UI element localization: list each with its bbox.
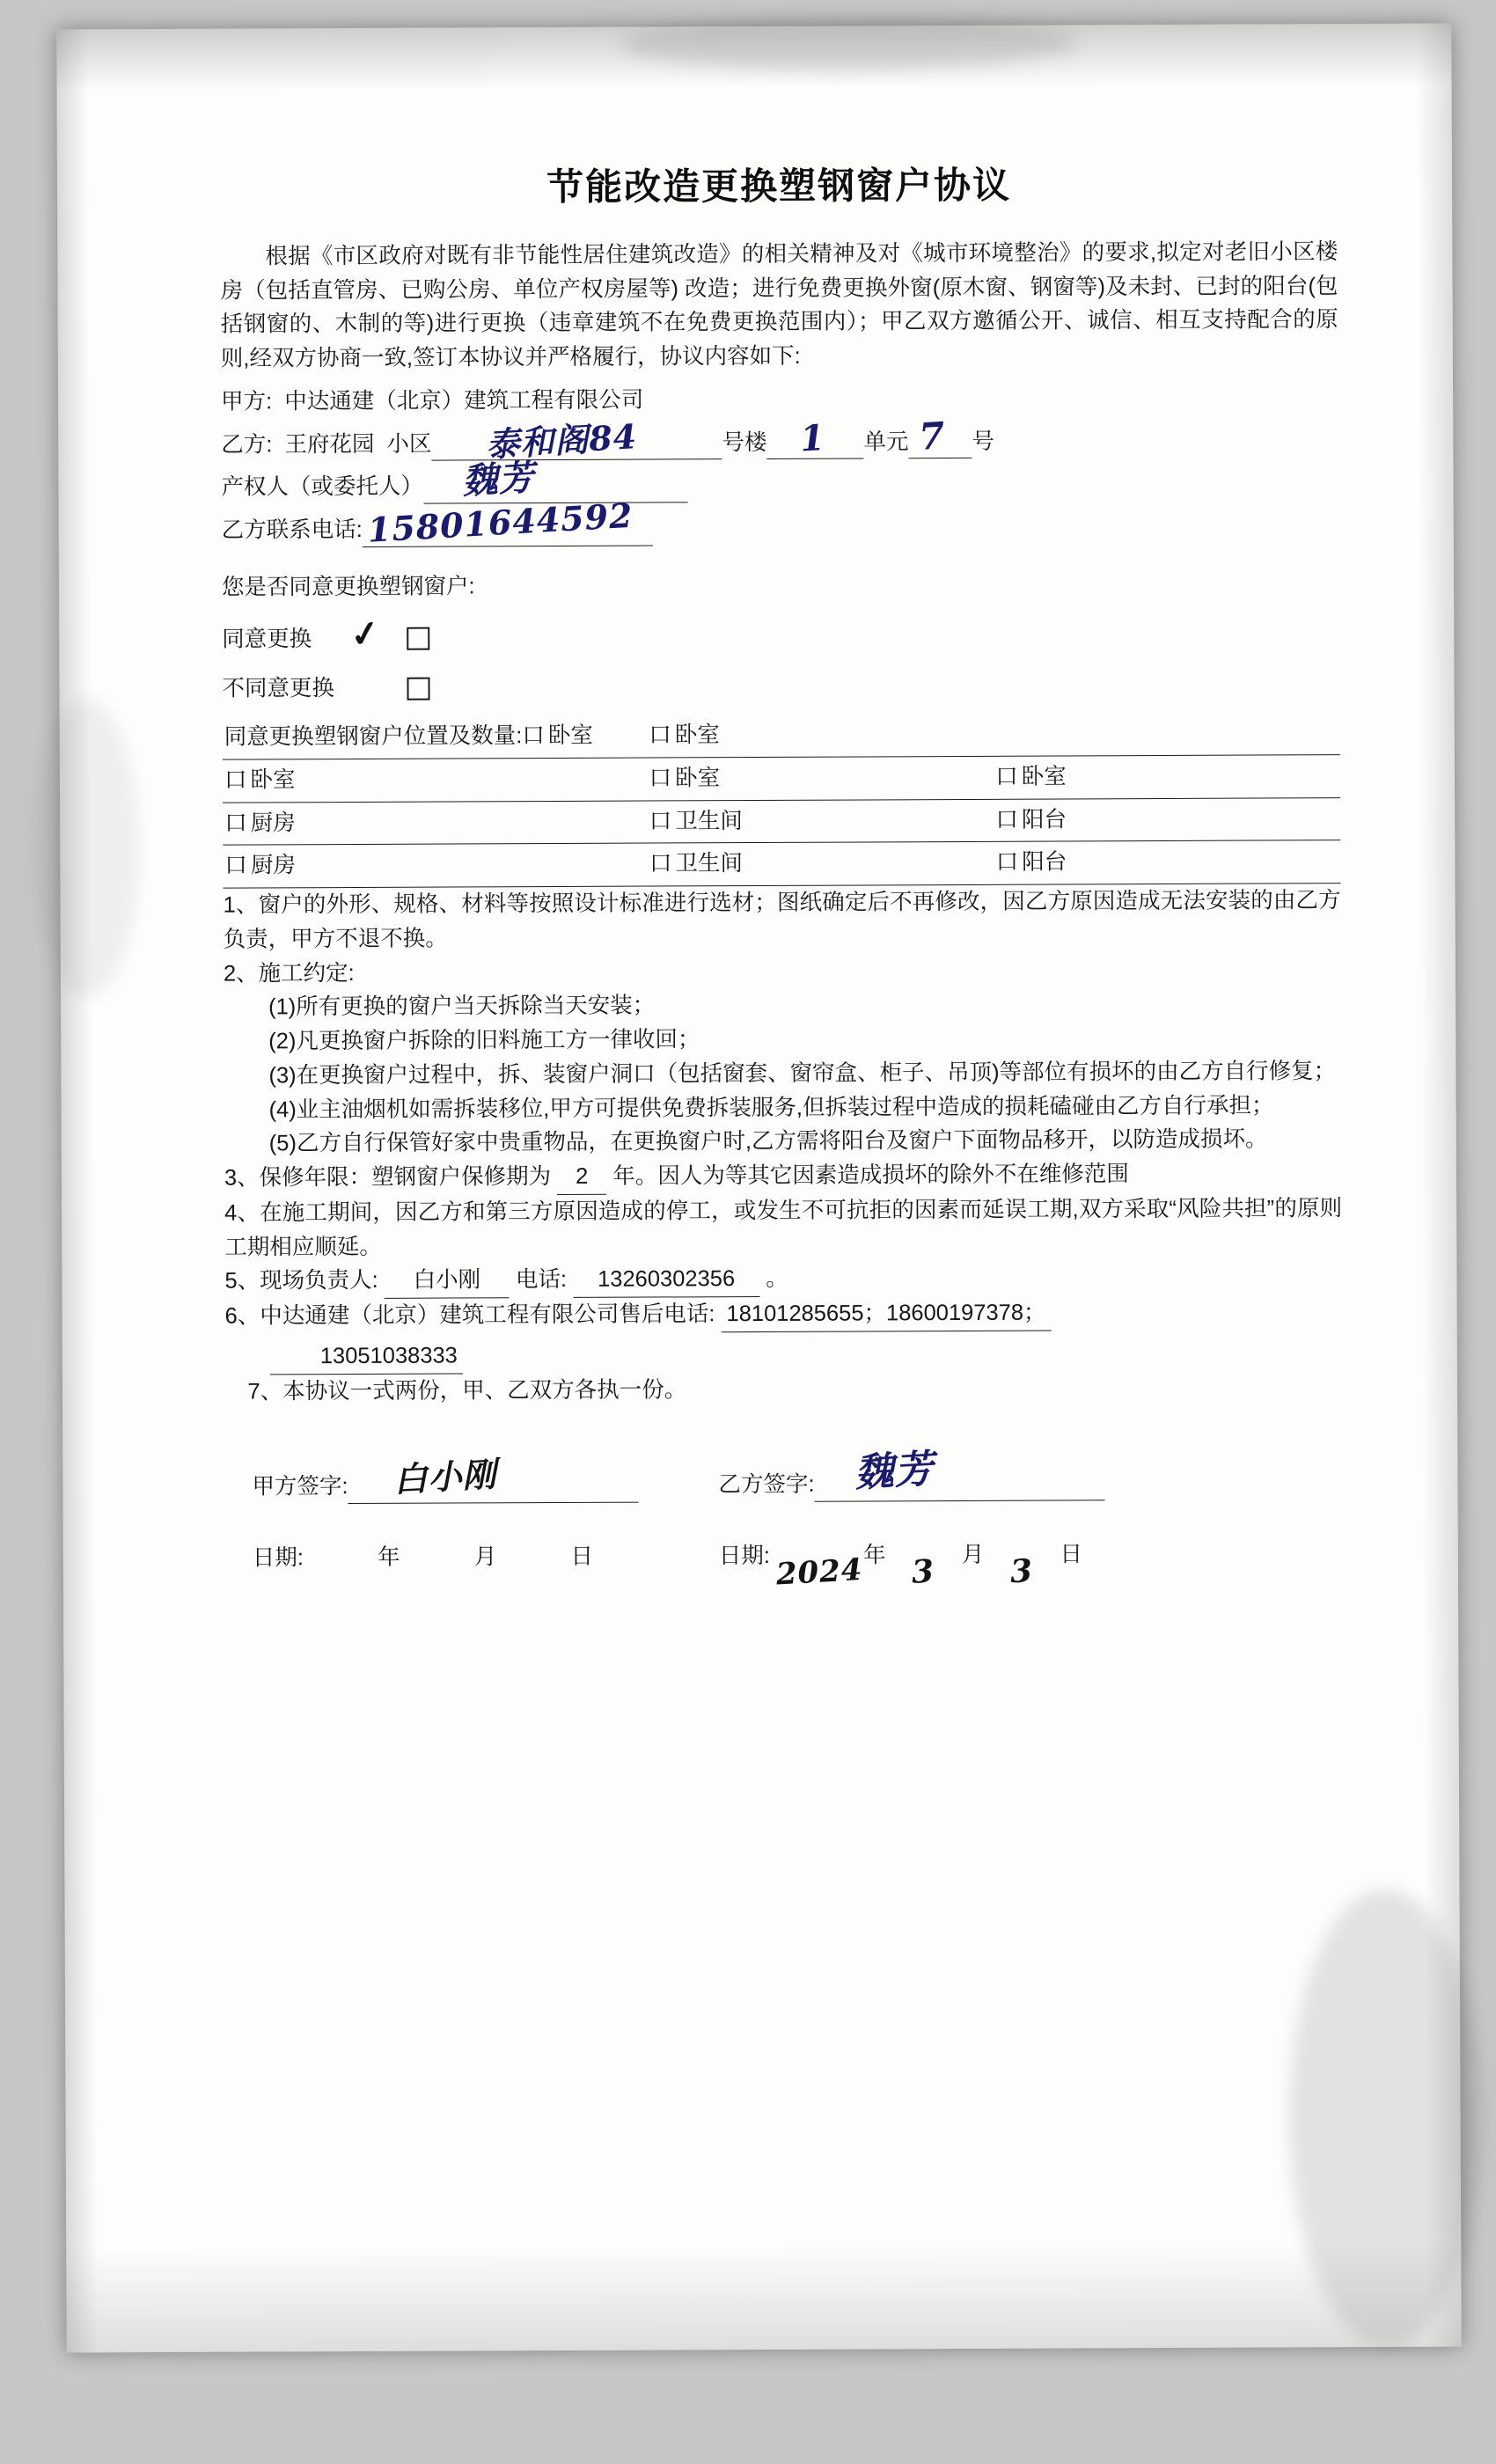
sign-b-field[interactable]	[814, 1447, 1104, 1502]
position-cell	[994, 797, 1340, 841]
clause-3-post: 年。因人为等其它因素造成损坏的除外不在维修范围	[612, 1162, 1129, 1189]
warranty-years-field[interactable]: 2	[557, 1160, 606, 1195]
owner-field[interactable]	[423, 456, 687, 504]
position-checkbox[interactable]	[649, 852, 676, 876]
date-a-day-unit: 日	[570, 1544, 594, 1570]
clause-6	[225, 1294, 1343, 1334]
building-field[interactable]	[431, 416, 722, 465]
sub-clause-3: (3)在更换窗户过程中，拆、装窗户洞口（包括窗套、窗帘盒、柜子、吊顶)等部位有损坏的由乙方自行修复；	[268, 1058, 1337, 1089]
position-cell	[223, 843, 648, 888]
consent-question-row	[222, 566, 1339, 605]
position-checkbox[interactable]	[224, 854, 251, 878]
clause-7: 7、本协议一式两份，甲、乙双方各执一份。	[247, 1376, 687, 1404]
scan-smudge	[620, 16, 1077, 70]
date-party-a	[226, 1539, 719, 1575]
table-row	[223, 754, 1340, 802]
consent-no-row[interactable]	[222, 667, 1339, 706]
party-b-label: 乙方:	[221, 431, 273, 458]
position-cell	[223, 758, 648, 803]
position-checkbox[interactable]	[996, 850, 1023, 875]
sub-clause-4: (4)业主油烟机如需拆装移位,甲方可提供免费拆装服务,但拆装过程中造成的损耗磕碰由乙方自行承担；	[268, 1093, 1274, 1123]
aftersales-phone-line2[interactable]: 13051038333	[270, 1338, 463, 1375]
position-cell	[648, 799, 994, 843]
date-a-month-unit: 月	[473, 1544, 497, 1570]
date-row	[226, 1536, 1344, 1593]
building-handwriting: 泰和阁84	[485, 416, 639, 465]
party-a-label: 甲方:	[221, 389, 273, 414]
clause-1: 1、窗户的外形、规格、材料等按照设计标准进行选材；图纸确定后不再修改，因乙方原因造成无法安装的由乙方负责，甲方不退不换。	[223, 888, 1341, 952]
owner-row	[221, 456, 1338, 504]
signature-row	[225, 1447, 1343, 1504]
position-label: 卧室	[547, 722, 593, 749]
building-no-field[interactable]	[766, 416, 863, 460]
position-cell	[647, 756, 994, 800]
position-cell	[223, 801, 648, 846]
position-label: 阳台	[1021, 807, 1067, 832]
clause-6-continued	[225, 1335, 1343, 1375]
sign-a-handwriting: 白小刚	[392, 1454, 498, 1500]
position-label: 卧室	[1021, 764, 1067, 789]
clause-6-pre: 6、中达通建（北京）建筑工程有限公司售后电话:	[224, 1302, 715, 1329]
building-label: 号楼	[722, 429, 767, 455]
date-a-label: 日期:	[252, 1545, 304, 1571]
position-checkbox[interactable]	[224, 810, 251, 835]
date-b-day-handwriting: 3	[1008, 1552, 1034, 1591]
position-cell	[994, 754, 1340, 798]
document-paper	[56, 24, 1462, 2353]
phone-row	[221, 495, 1339, 551]
sub-clause-2: (2)凡更换窗户拆除的旧料施工方一律收回；	[268, 1027, 700, 1054]
page-title: 节能改造更换塑钢窗户协议	[546, 164, 1012, 209]
consent-check-mark: ✓	[348, 612, 383, 656]
unit-field[interactable]	[908, 414, 972, 459]
owner-label: 产权人（或委托人）	[221, 473, 424, 500]
phone-label: 乙方联系电话:	[221, 517, 363, 543]
sub-clause-5: (5)乙方自行保管好家中贵重物品，在更换窗户时,乙方需将阳台及窗户下面物品移开，以防造成损坏。	[268, 1126, 1268, 1156]
date-party-b	[718, 1537, 1083, 1593]
table-row	[223, 797, 1340, 845]
date-b-year-unit: 年	[863, 1543, 886, 1568]
intro-paragraph: 根据《市区政府对既有非节能性居住建筑改造》的相关精神及对《城市环境整治》的要求,拟定对老旧小区楼房（包括直管房、已购公房、单位产权房屋等) 改造；进行免费更换外窗(原木窗、钢窗等)及未封、已封的阳台(包括钢窗的、木制的等)进行更换（违章建筑不在免费更换范围内）；甲乙双方邀循公开、诚信、相互支持配合的原则,经双方协商一致,签订本协议并严格履行，协议内容如下:	[220, 238, 1338, 371]
position-label: 卧室	[675, 766, 721, 791]
consent-question: 您是否同意更换塑钢窗户:	[221, 574, 475, 600]
party-a-row	[221, 380, 1338, 419]
owner-handwriting: 魏芳	[460, 456, 536, 502]
position-label: 卫生间	[675, 808, 743, 833]
position-cell	[647, 712, 1340, 758]
party-b-community: 王府花园	[284, 431, 375, 457]
position-label: 厨房	[250, 853, 296, 878]
position-checkbox[interactable]	[522, 723, 548, 748]
clause-5	[224, 1259, 1342, 1299]
position-checkbox[interactable]	[649, 722, 675, 747]
room-label: 号	[972, 429, 995, 454]
position-checkbox[interactable]	[995, 765, 1022, 789]
position-checkbox[interactable]	[995, 807, 1022, 832]
unit-handwriting: 7	[918, 414, 948, 458]
page-edge-shadow-left	[56, 29, 99, 2352]
position-checkbox[interactable]	[649, 809, 676, 833]
consent-no-checkbox[interactable]	[407, 677, 429, 700]
phone-handwriting: 15801644592	[366, 495, 634, 551]
position-checkbox[interactable]	[649, 766, 675, 790]
date-b-month-unit: 月	[961, 1542, 985, 1568]
party-b-community-suffix: 小区	[386, 431, 432, 457]
consent-yes-label: 同意更换	[222, 626, 312, 652]
position-label: 阳台	[1022, 849, 1067, 876]
date-b-month-handwriting: 3	[910, 1552, 936, 1591]
position-checkbox[interactable]	[224, 767, 251, 792]
window-positions-table	[223, 712, 1341, 889]
consent-no-label: 不同意更换	[222, 676, 335, 701]
clause-4: 4、在施工期间，因乙方和第三方原因造成的停工，或发生不可抗拒的因素而延误工期,双方采取“风险共担”的原则工期相应顺延。	[224, 1195, 1343, 1260]
date-b-day-unit: 日	[1060, 1542, 1083, 1567]
unit-label: 单元	[863, 429, 909, 455]
clause-5-pre: 5、现场负责人:	[224, 1268, 378, 1294]
scan-smudge	[33, 698, 140, 998]
aftersales-phone-line1[interactable]: 18101285655；18600197378；	[721, 1296, 1051, 1332]
agreement-body	[220, 156, 1344, 1593]
site-manager-phone-field[interactable]: 13260302356	[573, 1262, 759, 1298]
table-row	[223, 712, 1340, 759]
clause-5-end: 。	[766, 1266, 788, 1292]
position-label: 卧室	[250, 767, 296, 793]
clause-2: 2、施工约定:	[223, 960, 355, 986]
position-label: 卧室	[674, 722, 720, 748]
site-manager-field[interactable]: 白小刚	[385, 1264, 510, 1299]
position-cell	[648, 842, 994, 886]
clause-3	[224, 1156, 1342, 1196]
clause-3-pre: 3、保修年限：塑钢窗户保修期为	[224, 1164, 552, 1191]
phone-field[interactable]	[363, 495, 653, 551]
sign-a-field[interactable]	[348, 1454, 638, 1504]
sign-b-handwriting: 魏芳	[854, 1447, 935, 1497]
building-no-handwriting: 1	[799, 416, 827, 460]
positions-header: 同意更换塑钢窗户位置及数量:	[224, 723, 523, 750]
position-cell	[994, 840, 1341, 884]
position-label: 卫生间	[675, 851, 744, 876]
signature-party-a	[225, 1454, 718, 1505]
consent-yes-checkbox[interactable]	[407, 627, 429, 650]
scan-smudge	[1287, 1888, 1483, 2347]
date-b-label: 日期:	[718, 1544, 770, 1569]
sign-b-label: 乙方签字:	[718, 1472, 815, 1498]
positions-header-cell	[223, 715, 648, 759]
sub-clause-1: (1)所有更换的窗户当天拆除当天安装；	[268, 993, 656, 1020]
date-a-year-unit: 年	[378, 1544, 400, 1570]
signature-party-b	[718, 1447, 1104, 1503]
clause-5-phone-label: 电话:	[515, 1267, 568, 1293]
date-b-year-handwriting: 2024	[774, 1552, 864, 1593]
page-edge-shadow-right	[1416, 24, 1462, 2347]
consent-yes-row[interactable]	[222, 612, 1339, 656]
party-a-value: 中达通建（北京）建筑工程有限公司	[284, 387, 644, 414]
table-row	[223, 840, 1340, 888]
position-label: 厨房	[250, 810, 296, 836]
party-b-row	[221, 414, 1338, 465]
sign-a-label: 甲方签字:	[252, 1474, 348, 1500]
